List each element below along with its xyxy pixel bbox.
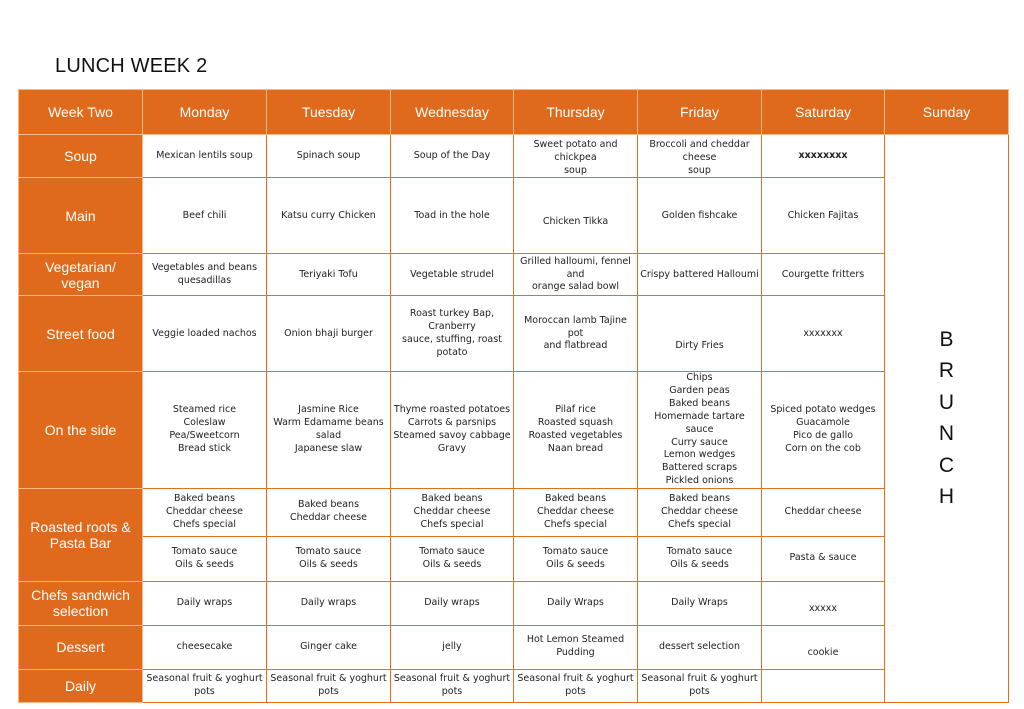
cell-line: pots (441, 685, 463, 697)
cell-line: Pasta & sauce (789, 552, 857, 564)
menu-cell (143, 254, 267, 296)
row-label-on-the-side: On the side (19, 372, 143, 488)
menu-cell (638, 669, 762, 702)
cell-line: Oils & seeds (299, 558, 358, 570)
menu-cell (638, 178, 762, 254)
cell-line: quesadillas (177, 274, 232, 286)
cell-line: Daily wraps (176, 596, 233, 608)
menu-cell (514, 372, 638, 488)
cell-line: Tomato sauce (419, 545, 485, 557)
menu-cell (514, 669, 638, 702)
menu-cell (391, 296, 514, 372)
cell-line: Warm Edamame beans (273, 417, 384, 429)
cell-line: Jasmine Rice (298, 404, 359, 416)
cell-line: Baked beans (544, 493, 607, 505)
cell-line: Daily wraps (424, 596, 480, 608)
menu-cell (514, 296, 638, 372)
menu-cell (638, 372, 762, 488)
menu-cell (391, 581, 514, 625)
row-label-daily: Daily (19, 669, 143, 702)
row-dessert (19, 625, 1009, 669)
cell-line: Cheddar cheese (165, 505, 244, 517)
cell-line: xxxxxxxx (798, 149, 848, 161)
menu-cell (638, 625, 762, 669)
cell-line: Baked beans (297, 499, 360, 511)
row-label-dessert: Dessert (19, 625, 143, 669)
row-on-the-side (19, 372, 1009, 488)
menu-cell (514, 625, 638, 669)
menu-cell (762, 178, 885, 254)
cell-line: Pilaf rice (555, 404, 596, 416)
menu-cell (638, 135, 762, 178)
cell-line: Spinach soup (296, 149, 361, 161)
cell-line: Bread stick (178, 442, 231, 454)
cell-line: selection (52, 603, 109, 620)
cell-line: Veggie loaded nachos (152, 327, 257, 339)
menu-cell (391, 488, 514, 536)
cell-line: Toad in the hole (414, 209, 490, 221)
menu-cell (267, 669, 391, 702)
menu-cell (762, 254, 885, 296)
row-roasted-b (19, 536, 1009, 581)
row-roasted-a (19, 488, 1009, 536)
cell-line: Tomato sauce (295, 545, 362, 557)
cell-line: Oils & seeds (670, 558, 729, 570)
cell-line: Pudding (556, 647, 595, 659)
menu-cell (143, 625, 267, 669)
cell-line: Seasonal fruit & yoghurt (517, 672, 634, 684)
menu-cell (267, 625, 391, 669)
menu-cell (391, 372, 514, 488)
brunch-letter: B (939, 327, 954, 351)
cell-line: Guacamole (796, 417, 850, 429)
menu-cell (514, 135, 638, 178)
cell-line: pots (689, 685, 710, 697)
cell-line: salad (315, 430, 342, 442)
menu-cell (762, 625, 885, 669)
cell-line: Crispy battered Halloumi (640, 268, 759, 280)
menu-cell (638, 536, 762, 581)
cell-line: Steamed rice (172, 404, 237, 416)
cell-line: Seasonal fruit & yoghurt (393, 672, 511, 684)
cell-line: Onion bhaji burger (284, 327, 373, 339)
cell-line: Tomato sauce (542, 545, 609, 557)
sunday-brunch-cell (885, 135, 1009, 703)
cell-line: Broccoli and cheddar cheese (649, 139, 750, 163)
menu-cell (762, 488, 885, 536)
brunch-letter: C (938, 453, 955, 477)
menu-cell (143, 296, 267, 372)
menu-cell (762, 296, 885, 372)
cell-line: Pickled onions (665, 474, 734, 486)
cell-line: xxxxxxx (803, 327, 843, 339)
menu-cell (391, 135, 514, 178)
menu-cell (267, 178, 391, 254)
cell-line: cookie (807, 646, 839, 658)
header-cell-monday: Monday (143, 90, 267, 135)
cell-line: Cheddar cheese (289, 512, 368, 524)
cell-line: Chefs special (420, 518, 484, 530)
cell-line: Sweet potato and chickpea (533, 139, 618, 163)
cell-line: Cheddar cheese (536, 505, 615, 517)
cell-line: Chefs special (544, 518, 607, 530)
menu-cell (391, 625, 514, 669)
row-street-food (19, 296, 1009, 372)
menu-cell (143, 536, 267, 581)
cell-line: Pasta Bar (49, 534, 112, 551)
row-sandwich (19, 581, 1009, 625)
cell-line: Steamed savoy cabbage (393, 430, 511, 442)
cell-line: Oils & seeds (546, 558, 605, 570)
cell-line: Oils & seeds (422, 558, 482, 570)
cell-line: Baked beans (173, 493, 236, 505)
row-daily (19, 669, 1009, 702)
menu-cell (638, 488, 762, 536)
cell-line: Pico de gallo (792, 430, 854, 442)
row-label-sandwich (19, 581, 143, 625)
menu-cell (143, 488, 267, 536)
cell-line: Roasted roots & (30, 518, 131, 535)
cell-line: Ginger cake (300, 640, 357, 652)
cell-line: pots (318, 685, 339, 697)
cell-line: sauce, stuffing, roast potato (402, 333, 502, 358)
header-cell-friday: Friday (638, 90, 762, 135)
brunch-letter: U (938, 390, 955, 414)
menu-cell (391, 669, 514, 702)
cell-line: Cheddar cheese (660, 505, 739, 517)
menu-cell (638, 296, 762, 372)
cell-line: Chicken Fajitas (787, 209, 859, 221)
brunch-letter: H (938, 485, 955, 509)
header-cell-thursday: Thursday (514, 90, 638, 135)
menu-cell (762, 135, 885, 178)
cell-line: Baked beans (668, 398, 731, 410)
cell-line: Homemade tartare sauce (654, 410, 745, 435)
brunch-letter: R (938, 359, 955, 383)
cell-line: Gravy (437, 442, 467, 454)
cell-line: Baked beans (421, 493, 483, 505)
cell-line: Chips (686, 372, 713, 384)
cell-line: Chefs special (668, 518, 731, 530)
cell-line: Roast turkey Bap, Cranberry (409, 308, 495, 333)
header-row (19, 90, 1009, 135)
cell-line: Roasted vegetables (528, 430, 623, 442)
menu-cell (267, 254, 391, 296)
cell-line: orange salad bowl (532, 281, 619, 293)
page-title: LUNCH WEEK 2 (55, 55, 208, 77)
cell-line: and flatbread (543, 340, 608, 352)
cell-line: Oils & seeds (175, 558, 234, 570)
brunch-letter: N (938, 422, 955, 446)
cell-line: Mexican lentils soup (156, 149, 253, 161)
cell-line: Naan bread (547, 442, 604, 454)
menu-cell (267, 536, 391, 581)
menu-cell (267, 372, 391, 488)
menu-cell (143, 581, 267, 625)
cell-line: Soup of the Day (413, 149, 491, 161)
menu-cell (143, 178, 267, 254)
cell-line: Chefs sandwich (31, 587, 130, 604)
cell-line: Chicken Tikka (542, 215, 609, 227)
cell-line: Hot Lemon Steamed (526, 634, 625, 646)
menu-cell (391, 178, 514, 254)
cell-line: Coleslaw (183, 417, 226, 429)
row-label-soup: Soup (19, 135, 143, 178)
cell-line: Corn on the cob (785, 442, 861, 454)
row-vegetarian (19, 254, 1009, 296)
row-label-roasted-roots (19, 488, 143, 581)
cell-line: soup (688, 164, 711, 176)
cell-line: Tomato sauce (171, 545, 238, 557)
cell-line: xxxxx (808, 602, 838, 614)
cell-line: Seasonal fruit & yoghurt (641, 672, 758, 684)
menu-cell (762, 536, 885, 581)
cell-line: Seasonal fruit & yoghurt (146, 672, 263, 684)
cell-line: Daily Wraps (671, 596, 728, 608)
cell-line: Moroccan lamb Tajine pot (524, 314, 627, 339)
menu-cell (391, 536, 514, 581)
menu-cell (267, 488, 391, 536)
menu-cell (143, 372, 267, 488)
cell-line: cheesecake (176, 640, 233, 652)
cell-line: Roasted squash (537, 417, 614, 429)
cell-line: dessert selection (659, 640, 740, 652)
cell-line: Vegetables and beans (151, 262, 258, 274)
cell-line: Lemon wedges (663, 449, 736, 461)
cell-line: Beef chili (182, 209, 227, 221)
menu-cell (514, 536, 638, 581)
cell-line: Tomato sauce (666, 545, 733, 557)
cell-line: Japanese slaw (294, 442, 363, 454)
header-cell-wednesday: Wednesday (391, 90, 514, 135)
menu-cell (638, 581, 762, 625)
menu-cell (762, 669, 885, 702)
cell-line: Daily wraps (300, 596, 357, 608)
cell-line: pots (194, 685, 215, 697)
menu-cell (143, 669, 267, 702)
row-label-main: Main (19, 178, 143, 254)
cell-line: Spiced potato wedges (770, 404, 876, 416)
row-soup (19, 135, 1009, 178)
cell-line: Vegetable strudel (410, 268, 494, 280)
cell-line: Pea/Sweetcorn (169, 430, 240, 442)
cell-line: Battered scraps (661, 462, 738, 474)
menu-cell (143, 135, 267, 178)
cell-line: Cheddar cheese (784, 505, 862, 517)
menu-cell (514, 488, 638, 536)
cell-line: jelly (442, 640, 462, 652)
menu-cell (762, 581, 885, 625)
cell-line: Baked beans (668, 493, 731, 505)
header-cell-week: Week Two (19, 90, 143, 135)
cell-line: Golden fishcake (661, 209, 738, 221)
cell-line: Teriyaki Tofu (299, 268, 358, 280)
menu-cell (514, 581, 638, 625)
menu-cell (514, 254, 638, 296)
cell-line: Vegetarian/ (45, 258, 116, 275)
menu-table (18, 89, 1009, 703)
row-label-vegetarian (19, 254, 143, 296)
header-cell-saturday: Saturday (762, 90, 885, 135)
menu-cell (267, 135, 391, 178)
header-cell-tuesday: Tuesday (267, 90, 391, 135)
menu-cell (514, 178, 638, 254)
cell-line: Garden peas (669, 385, 730, 397)
header-cell-sunday: Sunday (885, 90, 1009, 135)
cell-line: vegan (61, 274, 100, 291)
cell-line: soup (564, 164, 587, 176)
cell-line: Courgette fritters (781, 268, 865, 280)
row-main (19, 178, 1009, 254)
cell-line: Daily Wraps (547, 596, 604, 608)
cell-line: Curry sauce (671, 436, 728, 448)
row-label-street-food: Street food (19, 296, 143, 372)
menu-cell (391, 254, 514, 296)
cell-line: Seasonal fruit & yoghurt (270, 672, 387, 684)
menu-cell (267, 581, 391, 625)
cell-line: Cheddar cheese (413, 505, 491, 517)
menu-cell (638, 254, 762, 296)
cell-line: Carrots & parsnips (407, 417, 497, 429)
cell-line: pots (565, 685, 586, 697)
menu-cell (267, 296, 391, 372)
menu-cell (762, 372, 885, 488)
cell-line: Dirty Fries (675, 339, 724, 351)
cell-line: Chefs special (173, 518, 236, 530)
cell-line: Thyme roasted potatoes (393, 404, 511, 416)
cell-line: Katsu curry Chicken (281, 209, 376, 221)
cell-line: Grilled halloumi, fennel and (520, 255, 631, 280)
